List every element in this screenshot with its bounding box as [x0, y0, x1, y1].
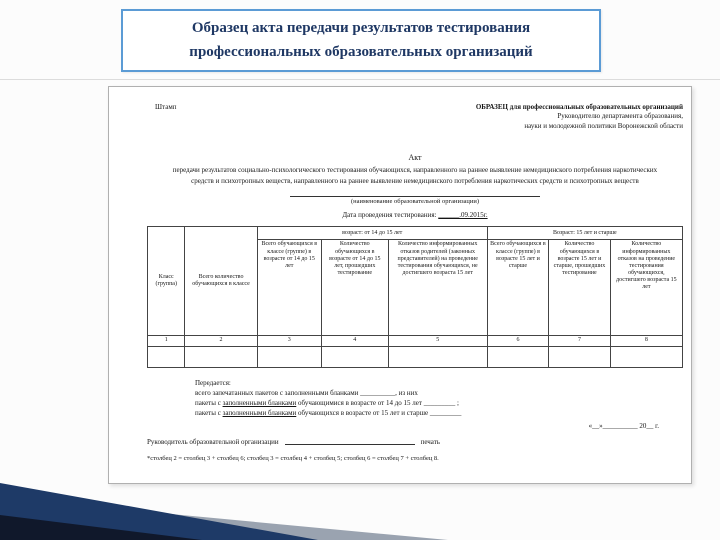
slide-divider-line — [0, 79, 720, 80]
addressee-block — [476, 103, 683, 131]
table-group-age-15-plus: Возраст: 15 лет и старше — [487, 227, 682, 240]
table-empty-row — [148, 346, 683, 367]
signature-row — [147, 438, 683, 446]
testing-date-label: Дата проведения тестирования: — [342, 211, 439, 220]
signature-date-blank: «__»__________ 20__ г. — [588, 422, 659, 431]
transfer-section — [195, 378, 683, 419]
table-empty-cell — [388, 346, 487, 367]
results-table — [147, 226, 683, 367]
table-empty-cell — [257, 346, 321, 367]
transfer-line-3-underlined: заполненными бланками — [222, 408, 297, 417]
transfer-line-3-post: обучающихся в возрасте от 15 лет и старше _________ — [296, 408, 462, 417]
table-empty-cell — [321, 346, 388, 367]
table-colnum-7: 7 — [549, 336, 611, 346]
table-header-class: Класс (группа) — [148, 227, 185, 336]
stamp-label: Штамп — [155, 103, 177, 111]
act-body-text: передачи результатов социально-психологического тестирования обучающихся, направленного на раннее выявление немедицинского потребления наркотических средств и психотропных веществ, направленного на раннее выявление немедицинского потребления наркотических средств и психотропных веществ — [172, 166, 658, 185]
table-subheader-2: Количество обучающихся в возрасте от 14 до 15 лет, прошедших тестирование — [321, 240, 388, 336]
transfer-label: Передается: — [195, 378, 231, 387]
table-subheader-5: Количество обучающихся в возрасте 15 лет и старше, прошедших тестирование — [549, 240, 611, 336]
table-group-age-14-15: возраст: от 14 до 15 лет — [257, 227, 487, 240]
ribbon-navy — [0, 483, 318, 540]
table-colnum-8: 8 — [610, 336, 682, 346]
slide-title-box — [121, 9, 601, 72]
table-subheader-6: Количество информированных отказов на проведение тестирования обучающихся, достигшего возраста 15 лет — [610, 240, 682, 336]
transfer-line-2-post: обучающимися в возрасте от 14 до 15 лет _________ ; — [296, 398, 459, 407]
transfer-line-2-pre: пакеты с — [195, 398, 223, 407]
ribbon-dark — [0, 515, 202, 540]
table-subheader-3: Количество информированных отказов родителей (законных представителей) на проведение тестирования обучающихся, не достигшего возраста 15 лет — [388, 240, 487, 336]
header-addressee-line-1: Руководителю департамента образования, — [557, 112, 683, 121]
table-subheader-1: Всего обучающихся в классе (группе) в возрасте от 14 до 15 лет — [257, 240, 321, 336]
column-formula-footnote: *столбец 2 = столбец 3 + столбец 6; столбец 3 = столбец 4 + столбец 5; столбец 6 = столбец 7 + столбец 8. — [147, 455, 439, 463]
header-sample-label: ОБРАЗЕЦ для профессиональных образовательных организаций — [475, 103, 683, 111]
table-colnum-1: 1 — [148, 336, 185, 346]
signature-label: Руководитель образовательной организации — [147, 438, 279, 447]
table-number-row — [148, 336, 683, 346]
transfer-line-2-underlined: заполненными бланками — [222, 398, 297, 407]
transfer-line-2 — [195, 398, 683, 408]
ribbon-gray — [0, 498, 448, 540]
table-colnum-3: 3 — [257, 336, 321, 346]
table-colnum-6: 6 — [487, 336, 549, 346]
table-empty-cell — [148, 346, 185, 367]
document-header — [147, 103, 683, 131]
table-header-total-students: Всего количество обучающихся в классе — [185, 227, 257, 336]
table-empty-cell — [610, 346, 682, 367]
signature-blank-line — [285, 439, 415, 445]
table-empty-cell — [549, 346, 611, 367]
slide-title-line-2: профессиональных образовательных организаций — [189, 43, 533, 60]
transfer-line-1: всего запечатанных пакетов с заполненными бланками __________, из них — [195, 388, 418, 397]
slide-title-line-1: Образец акта передачи результатов тестирования — [191, 20, 531, 37]
header-addressee-line-2: науки и молодежной политики Воронежской области — [524, 121, 683, 130]
table-empty-cell — [487, 346, 549, 367]
table-header-row-groups — [148, 227, 683, 240]
act-title: Акт — [408, 153, 422, 163]
testing-date-line — [147, 211, 683, 219]
document-preview — [108, 86, 692, 484]
table-colnum-2: 2 — [185, 336, 257, 346]
testing-date-value: ______.09.2015г. — [438, 211, 488, 220]
organization-name-blank — [290, 193, 540, 197]
organization-name-caption: (наименование образовательной организации) — [350, 198, 480, 206]
transfer-line-3 — [195, 408, 683, 418]
table-empty-cell — [185, 346, 257, 367]
table-subheader-4: Всего обучающихся в классе (группе) в возрасте 15 лет и старше — [487, 240, 549, 336]
table-colnum-4: 4 — [321, 336, 388, 346]
transfer-line-3-pre: пакеты с — [195, 408, 223, 417]
table-colnum-5: 5 — [388, 336, 487, 346]
seal-label: печать — [420, 438, 440, 447]
